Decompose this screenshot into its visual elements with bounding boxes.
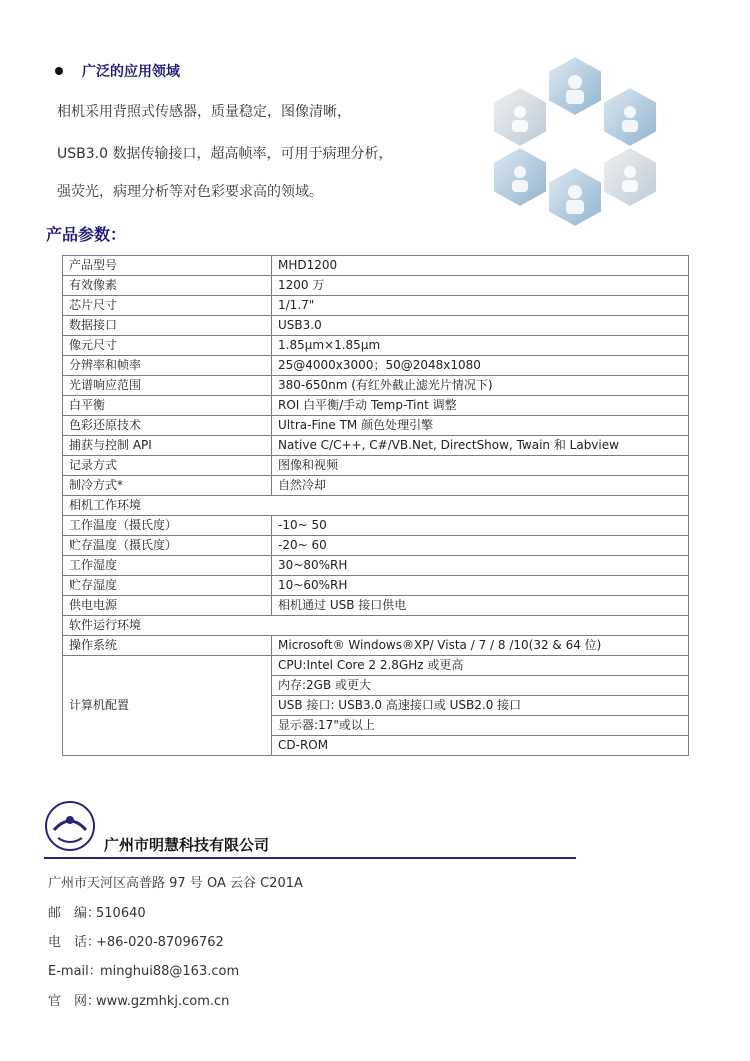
- computer-config-value: 显示器:17"或以上: [272, 716, 689, 736]
- applications-line-1: 相机采用背照式传感器，质量稳定，图像清晰，: [57, 104, 351, 120]
- param-value: 25@4000x3000；50@2048x1080: [272, 356, 689, 376]
- applications-line-3: 强荧光，病理分析等对色彩要求高的领域。: [57, 184, 323, 200]
- param-label: 有效像素: [63, 276, 272, 296]
- param-label: 工作温度（摄氏度）: [63, 516, 272, 536]
- param-value: 30~80%RH: [272, 556, 689, 576]
- table-row: [63, 536, 689, 556]
- applications-line-2: USB3.0 数据传输接口，超高帧率，可用于病理分析，: [57, 146, 393, 162]
- section-row: [63, 616, 689, 636]
- table-row: [63, 256, 689, 276]
- table-row: [63, 636, 689, 656]
- param-label: 色彩还原技术: [63, 416, 272, 436]
- website-label: 官 网：: [48, 994, 101, 1009]
- param-label: 贮存湿度: [63, 576, 272, 596]
- postcode-label: 邮 编：: [48, 906, 101, 921]
- params-title: 产品参数：: [46, 225, 127, 244]
- param-value: USB3.0: [272, 316, 689, 336]
- param-label: 白平衡: [63, 396, 272, 416]
- param-label: 像元尺寸: [63, 336, 272, 356]
- os-label: 操作系统: [63, 636, 272, 656]
- bullet-dot-icon: [55, 67, 63, 75]
- param-label: 捕获与控制 API: [63, 436, 272, 456]
- param-value: 10~60%RH: [272, 576, 689, 596]
- param-value: -10~ 50: [272, 516, 689, 536]
- table-row: [63, 296, 689, 316]
- table-row: [63, 456, 689, 476]
- param-label: 贮存温度（摄氏度）: [63, 536, 272, 556]
- table-row: [63, 516, 689, 536]
- software-section-header: 软件运行环境: [63, 616, 689, 636]
- phone-line: [48, 931, 224, 950]
- table-row: [63, 376, 689, 396]
- website-line: [48, 990, 229, 1009]
- table-row: [63, 336, 689, 356]
- param-value: Native C/C++, C#/VB.Net, DirectShow, Twain 和 Labview: [272, 436, 689, 456]
- param-label: 芯片尺寸: [63, 296, 272, 316]
- param-label: 数据接口: [63, 316, 272, 336]
- hexagon-image-cluster: [490, 54, 660, 230]
- table-row: [63, 396, 689, 416]
- env-section-header: 相机工作环境: [63, 496, 689, 516]
- table-row: [63, 416, 689, 436]
- table-row: [63, 576, 689, 596]
- os-value: Microsoft® Windows®XP/ Vista / 7 / 8 /10(32 & 64 位): [272, 636, 689, 656]
- applications-title: 广泛的应用领域: [82, 64, 180, 80]
- table-row: [63, 316, 689, 336]
- param-value: 自然冷却: [272, 476, 689, 496]
- param-value: ROI 白平衡/手动 Temp-Tint 调整: [272, 396, 689, 416]
- params-table: [62, 255, 689, 756]
- computer-config-value: CPU:Intel Core 2 2.8GHz 或更高: [272, 656, 689, 676]
- computer-config-value: USB 接口: USB3.0 高速接口或 USB2.0 接口: [272, 696, 689, 716]
- param-value: Ultra-Fine TM 颜色处理引擎: [272, 416, 689, 436]
- param-value: MHD1200: [272, 256, 689, 276]
- computer-config-label: 计算机配置: [63, 656, 272, 756]
- computer-config-value: 内存:2GB 或更大: [272, 676, 689, 696]
- postcode-value: 510640: [96, 906, 146, 921]
- divider: [44, 857, 576, 859]
- param-label: 光谱响应范围: [63, 376, 272, 396]
- company-name: 广州市明慧科技有限公司: [104, 836, 270, 854]
- company-logo: [44, 800, 96, 852]
- phone-value: +86-020-87096762: [96, 935, 224, 950]
- table-row: [63, 596, 689, 616]
- param-value: -20~ 60: [272, 536, 689, 556]
- section-row: [63, 496, 689, 516]
- param-value: 1/1.7": [272, 296, 689, 316]
- param-label: 记录方式: [63, 456, 272, 476]
- param-label: 工作湿度: [63, 556, 272, 576]
- phone-label: 电 话：: [48, 935, 101, 950]
- param-label: 产品型号: [63, 256, 272, 276]
- hexagon-lab-images: [490, 54, 660, 230]
- param-value: 图像和视频: [272, 456, 689, 476]
- email-label: E-mail：: [48, 964, 102, 979]
- table-row: [63, 476, 689, 496]
- company-address: 广州市天河区高普路 97 号 OA 云谷 C201A: [48, 876, 303, 891]
- param-value: 相机通过 USB 接口供电: [272, 596, 689, 616]
- table-row: [63, 656, 689, 676]
- param-label: 供电电源: [63, 596, 272, 616]
- website-value: www.gzmhkj.com.cn: [96, 994, 230, 1009]
- param-value: 1.85μm×1.85μm: [272, 336, 689, 356]
- param-value: 1200 万: [272, 276, 689, 296]
- param-label: 制冷方式*: [63, 476, 272, 496]
- computer-config-value: CD-ROM: [272, 736, 689, 756]
- table-row: [63, 436, 689, 456]
- email-line: [48, 960, 239, 979]
- param-value: 380-650nm (有红外截止滤光片情况下): [272, 376, 689, 396]
- email-value: minghui88@163.com: [100, 964, 240, 979]
- param-label: 分辨率和帧率: [63, 356, 272, 376]
- table-row: [63, 276, 689, 296]
- table-row: [63, 556, 689, 576]
- table-row: [63, 356, 689, 376]
- postcode-line: [48, 902, 146, 921]
